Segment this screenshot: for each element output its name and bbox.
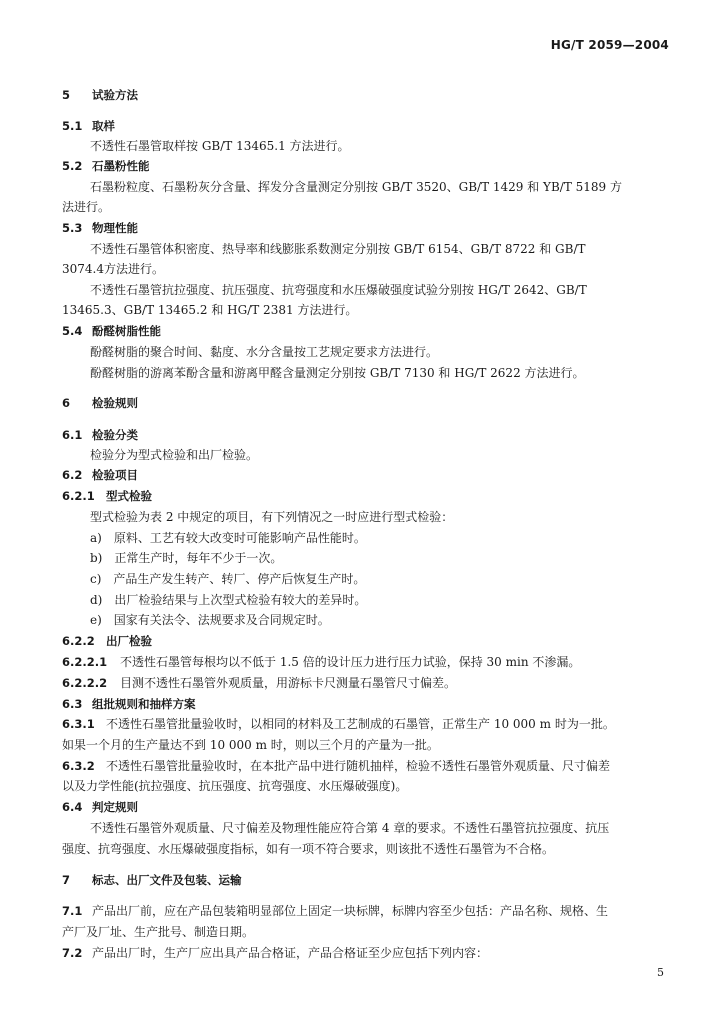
paragraph-line: 6.3.2 不透性石墨管批量验收时，在本批产品中进行随机抽样，检验不透性石墨管外观质量、尺寸偏差 (62, 759, 611, 773)
paragraph-line: 不透性石墨管抗拉强度、抗压强度、抗弯强度和水压爆破强度试验分别按 HG/T 2642、GB/T (90, 283, 587, 297)
paragraph-line: 7.1 产品出厂前，应在产品包装箱明显部位上固定一块标牌，标牌内容至少包括：产品名称、规格、生 (62, 904, 609, 918)
paragraph-line: 3074.4方法进行。 (62, 262, 164, 276)
section-heading: 7 标志、出厂文件及包装、运输 (62, 873, 242, 887)
paragraph-line: 不透性石墨管取样按 GB/T 13465.1 方法进行。 (90, 139, 350, 153)
paragraph-line: 检验分为型式检验和出厂检验。 (90, 448, 259, 462)
paragraph-line: 13465.3、GB/T 13465.2 和 HG/T 2381 方法进行。 (62, 303, 358, 317)
paragraph-line: 7.2 产品出厂时，生产厂应出具产品合格证，产品合格证至少应包括下列内容： (62, 946, 489, 960)
section-heading: 6 检验规则 (62, 396, 138, 410)
paragraph-line: 酚醛树脂的游离苯酚含量和游离甲醛含量测定分别按 GB/T 7130 和 HG/T 2622 方法进行。 (90, 366, 585, 380)
paragraph-line: 酚醛树脂的聚合时间、黏度、水分含量按工艺规定要求方法进行。 (90, 345, 439, 359)
section-heading: 6.3 组批规则和抽样方案 (62, 697, 196, 711)
section-heading: 6.2.1 型式检验 (62, 489, 152, 503)
paragraph-line: 强度、抗弯强度、水压爆破强度指标，如有一项不符合要求，则该批不透性石墨管为不合格。 (62, 842, 555, 856)
section-heading: 5.2 石墨粉性能 (62, 159, 150, 173)
paragraph-line: 6.2.2.1 不透性石墨管每根均以不低于 1.5 倍的设计压力进行压力试验，保持 30 min 不渗漏。 (62, 655, 581, 669)
list-item: c) 产品生产发生转产、转厂、停产后恢复生产时。 (90, 572, 366, 586)
section-heading: 6.2 检验项目 (62, 468, 138, 482)
section-heading: 5 试验方法 (62, 88, 138, 102)
section-heading: 5.1 取样 (62, 119, 115, 133)
standard-code-header: HG/T 2059—2004 (550, 38, 669, 52)
paragraph-line: 6.3.1 不透性石墨管批量验收时，以相同的材料及工艺制成的石墨管，正常生产 10 000 m 时为一批。 (62, 717, 615, 731)
paragraph-line: 不透性石墨管体积密度、热导率和线膨胀系数测定分别按 GB/T 6154、GB/T 8722 和 GB/T (90, 242, 586, 256)
list-item: d) 出厂检验结果与上次型式检验有较大的差异时。 (90, 593, 367, 607)
paragraph-line: 以及力学性能(抗拉强度、抗压强度、抗弯强度、水压爆破强度)。 (62, 779, 408, 793)
list-item: a) 原料、工艺有较大改变时可能影响产品性能时。 (90, 531, 366, 545)
section-heading: 6.1 检验分类 (62, 428, 138, 442)
section-heading: 5.4 酚醛树脂性能 (62, 324, 161, 338)
section-heading: 6.2.2 出厂检验 (62, 634, 152, 648)
section-heading: 6.4 判定规则 (62, 800, 138, 814)
paragraph-line: 产厂及厂址、生产批号、制造日期。 (62, 925, 255, 939)
paragraph-line: 如果一个月的生产量达不到 10 000 m 时，则以三个月的产量为一批。 (62, 738, 439, 752)
section-heading: 5.3 物理性能 (62, 221, 138, 235)
page-number: 5 (657, 966, 664, 979)
list-item: b) 正常生产时，每年不少于一次。 (90, 551, 283, 565)
list-item: e) 国家有关法令、法规要求及合同规定时。 (90, 613, 330, 627)
paragraph-line: 不透性石墨管外观质量、尺寸偏差及物理性能应符合第 4 章的要求。不透性石墨管抗拉强度、抗压 (90, 821, 610, 835)
paragraph-line: 型式检验为表 2 中规定的项目，有下列情况之一时应进行型式检验： (90, 510, 454, 524)
paragraph-line: 法进行。 (62, 200, 111, 214)
paragraph-line: 石墨粉粒度、石墨粉灰分含量、挥发分含量测定分别按 GB/T 3520、GB/T 1429 和 YB/T 5189 方 (90, 180, 623, 194)
paragraph-line: 6.2.2.2 目测不透性石墨管外观质量，用游标卡尺测量石墨管尺寸偏差。 (62, 676, 457, 690)
